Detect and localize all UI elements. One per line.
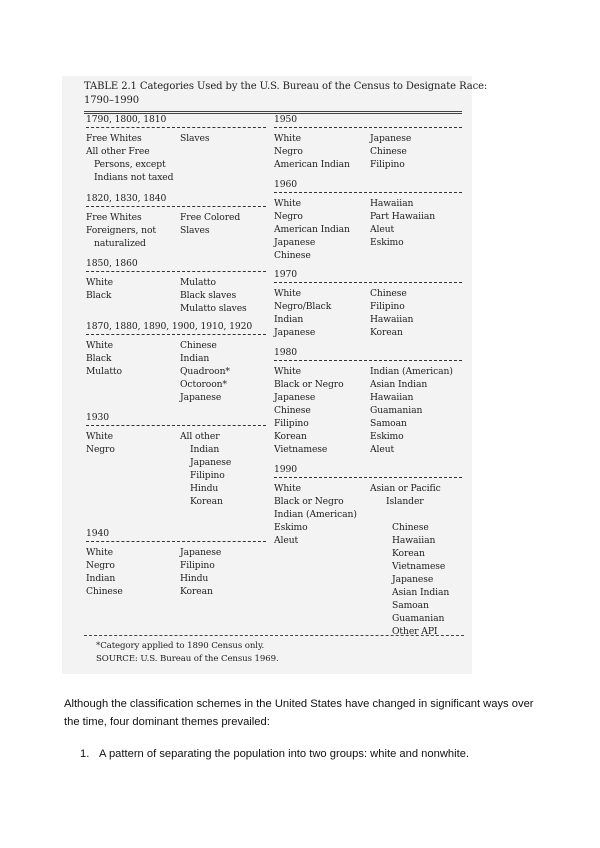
body-paragraph-line-2: the time, four dominant themes prevailed: — [64, 716, 270, 728]
category-1990-col2: Chinese — [392, 522, 429, 533]
category-1870-col1: White — [86, 340, 113, 351]
category-1980-col2: Hawaiian — [370, 392, 414, 403]
category-1970-col1: Negro/Black — [274, 301, 332, 312]
category-1990-col1: Eskimo — [274, 522, 308, 533]
category-1990-group: Asian or Pacific — [370, 483, 441, 494]
category-1950-col1: Negro — [274, 146, 303, 157]
category-1990-col2: Other API — [392, 626, 438, 637]
source-note: SOURCE: U.S. Bureau of the Census 1969. — [96, 654, 279, 664]
category-1940-col2: Japanese — [180, 547, 222, 558]
table-title: TABLE 2.1 Categories Used by the U.S. Bureau of the Census to Designate Race: — [84, 81, 488, 92]
category-1820-col2: Free Colored — [180, 212, 241, 223]
category-1990-col2: Samoan — [392, 600, 429, 611]
category-1940-col2: Filipino — [180, 560, 215, 571]
category-1930-col2: Indian — [190, 444, 220, 455]
category-1790-col1: Indians not taxed — [94, 172, 174, 183]
category-1940-col1: White — [86, 547, 113, 558]
category-1990-col2: Asian Indian — [392, 587, 450, 598]
category-1940-col2: Hindu — [180, 573, 209, 584]
category-1970-col2: Filipino — [370, 301, 405, 312]
top-rule — [84, 111, 462, 112]
section-rule-y1970 — [274, 282, 462, 283]
category-1960-col2: Hawaiian — [370, 198, 414, 209]
category-1820-col2: Slaves — [180, 225, 210, 236]
category-1960-col1: Negro — [274, 211, 303, 222]
category-1980-col2: Indian (American) — [370, 366, 453, 377]
category-1870-col2: Octoroon* — [180, 379, 227, 390]
category-1820-col1: Free Whites — [86, 212, 142, 223]
section-rule-y1980 — [274, 360, 462, 361]
category-1990-col2: Japanese — [392, 574, 434, 585]
category-1980-col1: Filipino — [274, 418, 309, 429]
category-1990-col1: Indian (American) — [274, 509, 357, 520]
category-1950-col1: American Indian — [274, 159, 350, 170]
category-1870-col2: Quadroon* — [180, 366, 230, 377]
section-rule-y1790 — [86, 127, 266, 128]
category-1940-col2: Korean — [180, 586, 213, 597]
category-1870-col1: Black — [86, 353, 112, 364]
category-1950-col2: Filipino — [370, 159, 405, 170]
category-1930-col2: All other — [180, 431, 220, 442]
category-1990-col2: Korean — [392, 548, 425, 559]
body-paragraph-line-1: Although the classification schemes in the United States have changed in significant ways over — [64, 698, 534, 710]
section-header-y1990: 1990 — [274, 464, 297, 475]
section-header-y1930: 1930 — [86, 412, 109, 423]
category-1820-col1: Foreigners, not — [86, 225, 156, 236]
category-1870-col1: Mulatto — [86, 366, 122, 377]
category-1930-col1: Negro — [86, 444, 115, 455]
category-1790-col1: Persons, except — [94, 159, 166, 170]
section-header-y1870: 1870, 1880, 1890, 1900, 1910, 1920 — [86, 321, 253, 332]
section-header-y1980: 1980 — [274, 347, 297, 358]
category-1970-col1: White — [274, 288, 301, 299]
category-1820-col1: naturalized — [94, 238, 146, 249]
category-1990-group: Islander — [386, 496, 424, 507]
section-rule-y1940 — [86, 541, 266, 542]
section-rule-y1930 — [86, 425, 266, 426]
section-rule-y1990 — [274, 477, 462, 478]
category-1980-col1: Korean — [274, 431, 307, 442]
category-1850-col2: Mulatto slaves — [180, 303, 247, 314]
category-1870-col2: Japanese — [180, 392, 222, 403]
category-1790-col1: Free Whites — [86, 133, 142, 144]
category-1960-col2: Eskimo — [370, 237, 404, 248]
section-header-y1850: 1850, 1860 — [86, 258, 138, 269]
category-1990-col2: Vietnamese — [392, 561, 446, 572]
category-1980-col2: Eskimo — [370, 431, 404, 442]
category-1970-col1: Japanese — [274, 327, 316, 338]
category-1850-col1: Black — [86, 290, 112, 301]
section-rule-y1850 — [86, 271, 266, 272]
footnote: *Category applied to 1890 Census only. — [96, 641, 265, 651]
category-1960-col2: Part Hawaiian — [370, 211, 436, 222]
category-1940-col1: Negro — [86, 560, 115, 571]
section-header-y1940: 1940 — [86, 528, 109, 539]
category-1990-col2: Hawaiian — [392, 535, 436, 546]
category-1980-col1: White — [274, 366, 301, 377]
category-1790-col1: All other Free — [86, 146, 150, 157]
section-rule-y1820 — [86, 206, 266, 207]
category-1970-col2: Hawaiian — [370, 314, 414, 325]
category-1930-col2: Filipino — [190, 470, 225, 481]
section-header-y1950: 1950 — [274, 114, 297, 125]
category-1970-col2: Chinese — [370, 288, 407, 299]
table-years: 1790–1990 — [84, 95, 139, 106]
category-1930-col2: Korean — [190, 496, 223, 507]
category-1970-col2: Korean — [370, 327, 403, 338]
category-1960-col1: White — [274, 198, 301, 209]
category-1950-col2: Chinese — [370, 146, 407, 157]
category-1850-col2: Mulatto — [180, 277, 216, 288]
section-rule-y1960 — [274, 192, 462, 193]
category-1960-col2: Aleut — [370, 224, 395, 235]
list-item-1: A pattern of separating the population into two groups: white and nonwhite. — [99, 748, 470, 760]
category-1980-col1: Vietnamese — [274, 444, 328, 455]
category-1960-col1: Chinese — [274, 250, 311, 261]
category-1960-col1: Japanese — [274, 237, 316, 248]
section-header-y1790: 1790, 1800, 1810 — [86, 114, 167, 125]
category-1940-col1: Chinese — [86, 586, 123, 597]
category-1870-col2: Chinese — [180, 340, 217, 351]
category-1940-col1: Indian — [86, 573, 116, 584]
category-1930-col2: Hindu — [190, 483, 219, 494]
category-1980-col2: Asian Indian — [370, 379, 428, 390]
category-1980-col2: Samoan — [370, 418, 407, 429]
section-header-y1970: 1970 — [274, 269, 297, 280]
category-1990-col1: Aleut — [274, 535, 299, 546]
category-1850-col2: Black slaves — [180, 290, 237, 301]
category-1990-col2: Guamanian — [392, 613, 445, 624]
category-1950-col2: Japanese — [370, 133, 412, 144]
category-1980-col2: Aleut — [370, 444, 395, 455]
category-1980-col1: Japanese — [274, 392, 316, 403]
category-1970-col1: Indian — [274, 314, 304, 325]
category-1960-col1: American Indian — [274, 224, 350, 235]
category-1870-col2: Indian — [180, 353, 210, 364]
category-1980-col1: Black or Negro — [274, 379, 344, 390]
category-1930-col1: White — [86, 431, 113, 442]
category-1990-col1: Black or Negro — [274, 496, 344, 507]
category-1980-col1: Chinese — [274, 405, 311, 416]
category-1850-col1: White — [86, 277, 113, 288]
list-number: 1. — [80, 748, 90, 760]
category-1950-col1: White — [274, 133, 301, 144]
category-1990-col1: White — [274, 483, 301, 494]
section-header-y1820: 1820, 1830, 1840 — [86, 193, 167, 204]
category-1930-col2: Japanese — [190, 457, 232, 468]
section-rule-y1870 — [86, 334, 266, 335]
category-1790-col2: Slaves — [180, 133, 210, 144]
bottom-rule — [84, 635, 464, 636]
category-1980-col2: Guamanian — [370, 405, 423, 416]
section-rule-y1950 — [274, 127, 462, 128]
section-header-y1960: 1960 — [274, 179, 297, 190]
